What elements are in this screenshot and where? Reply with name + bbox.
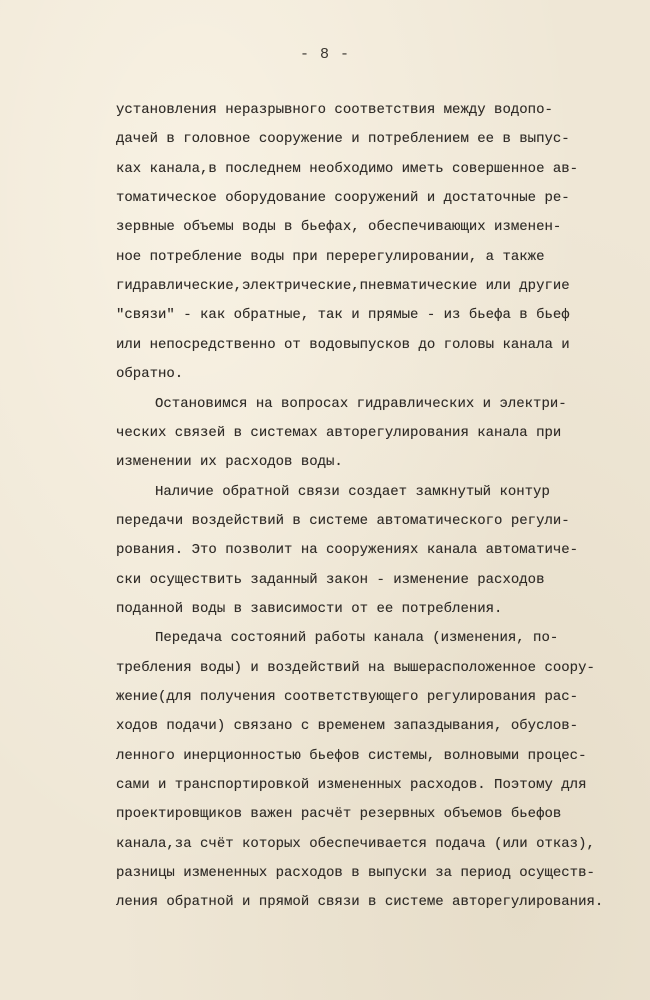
text-line: ления обратной и прямой связи в системе авторегулирования.: [116, 894, 604, 911]
text-line: требления воды) и воздействий на вышерасположенное соору-: [116, 659, 595, 676]
text-line: ное потребление воды при перерегулировании, а также: [116, 248, 545, 265]
text-line: или непосредственно от водовыпусков до головы канала и: [116, 336, 570, 353]
text-line: проектировщиков важен расчёт резервных объемов бьефов: [116, 806, 562, 823]
text-line: ках канала,в последнем необходимо иметь совершенное ав-: [116, 160, 579, 177]
text-line: "связи" - как обратные, так и прямые - из бьефа в бьеф: [116, 307, 570, 324]
text-line: Передача состояний работы канала (изменения, по-: [155, 630, 559, 647]
text-line: ски осуществить заданный закон - изменение расходов: [116, 571, 545, 588]
text-line: Остановимся на вопросах гидравлических и электри-: [155, 395, 567, 412]
text-line: передачи воздействий в системе автоматического регули-: [116, 512, 570, 529]
text-line: Наличие обратной связи создает замкнутый контур: [155, 483, 550, 500]
text-line: томатическое оборудование сооружений и достаточные ре-: [116, 190, 570, 207]
text-line: гидравлические,электрические,пневматические или другие: [116, 278, 570, 295]
text-line: канала,за счёт которых обеспечивается подача (или отказ),: [116, 835, 595, 852]
text-line: обратно.: [116, 366, 184, 383]
text-line: ческих связей в системах авторегулирования канала при: [116, 424, 562, 441]
text-line: дачей в головное сооружение и потреблением ее в выпус-: [116, 131, 570, 148]
text-line: изменении их расходов воды.: [116, 454, 343, 471]
text-line: ходов подачи) связано с временем запаздывания, обуслов-: [116, 718, 579, 735]
text-line: поданной воды в зависимости от ее потребления.: [116, 600, 503, 617]
page-number: - 8 -: [299, 46, 350, 63]
text-line: ленного инерционностью бьефов системы, волновыми процес-: [116, 747, 587, 764]
text-line: сами и транспортировкой измененных расходов. Поэтому для: [116, 777, 587, 794]
text-line: жение(для получения соответствующего регулирования рас-: [116, 689, 579, 705]
text-line: установления неразрывного соответствия между водопо-: [116, 102, 553, 118]
text-line: рования. Это позволит на сооружениях канала автоматиче-: [116, 542, 579, 559]
text-line: разницы измененных расходов в выпуски за период осуществ-: [116, 865, 595, 882]
text-line: зервные объемы воды в бьефах, обеспечивающих изменен-: [116, 219, 562, 236]
